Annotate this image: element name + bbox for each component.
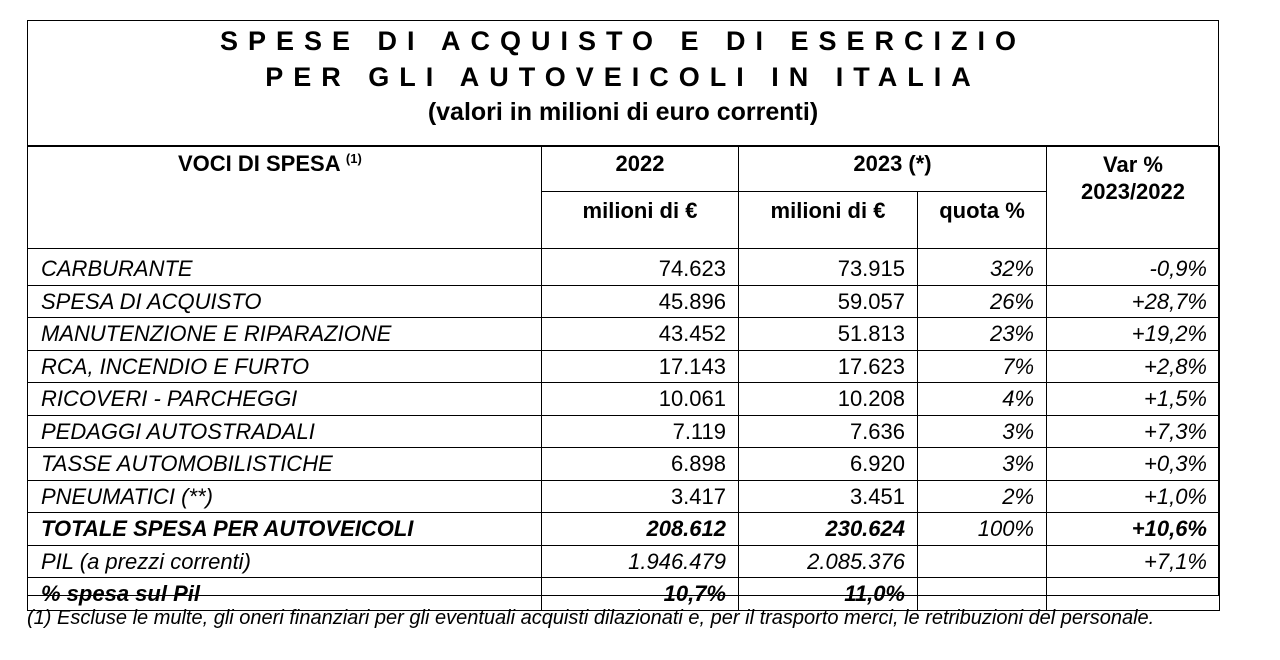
table-row: RCA, INCENDIO E FURTO 17.143 17.623 7% +2,8%: [28, 350, 1220, 383]
table-row: TASSE AUTOMOBILISTICHE 6.898 6.920 3% +0,3%: [28, 448, 1220, 481]
title-box: [28, 21, 1218, 146]
table-row: SPESA DI ACQUISTO 45.896 59.057 26% +28,7%: [28, 285, 1220, 318]
header-milioni-2023: milioni di €: [739, 192, 918, 249]
pct-row: % spesa sul Pil 10,7% 11,0%: [28, 578, 1220, 611]
title-line-1: SPESE DI ACQUISTO E DI ESERCIZIO: [219, 26, 1027, 56]
title-line-2: PER GLI AUTOVEICOLI IN ITALIA: [265, 62, 981, 92]
table-frame: [27, 20, 1219, 607]
header-quota: quota %: [918, 192, 1047, 249]
header-voci: VOCI DI SPESA $^{(1)}$: [28, 147, 542, 249]
table-row: PEDAGGI AUTOSTRADALI 7.119 7.636 3% +7,3%: [28, 415, 1220, 448]
table-row: CARBURANTE 74.623 73.915 32% -0,9%: [28, 249, 1220, 286]
footnote: (1) Escluse le multe, gli oneri finanziari per gli eventuali acquisti dilazionati e, per il trasporto merci, le retribuzioni del personale.: [27, 607, 1155, 629]
table-row: MANUTENZIONE E RIPARAZIONE 43.452 51.813 23% +19,2%: [28, 318, 1220, 351]
expense-table: [27, 146, 1220, 611]
header-2022: 2022: [542, 147, 739, 192]
total-row: TOTALE SPESA PER AUTOVEICOLI 208.612 230.624 100% +10,6%: [28, 513, 1220, 546]
pil-row: PIL (a prezzi correnti) 1.946.479 2.085.376 +7,1%: [28, 545, 1220, 578]
header-var: Var % 2023/2022: [1047, 147, 1220, 249]
header-2023: 2023 (*): [739, 147, 1047, 192]
table-row: PNEUMATICI (**) 3.417 3.451 2% +1,0%: [28, 480, 1220, 513]
header-milioni-2022: milioni di €: [542, 192, 739, 249]
table-row: RICOVERI - PARCHEGGI 10.061 10.208 4% +1,5%: [28, 383, 1220, 416]
title-subtitle: (valori in milioni di euro correnti): [427, 98, 819, 126]
